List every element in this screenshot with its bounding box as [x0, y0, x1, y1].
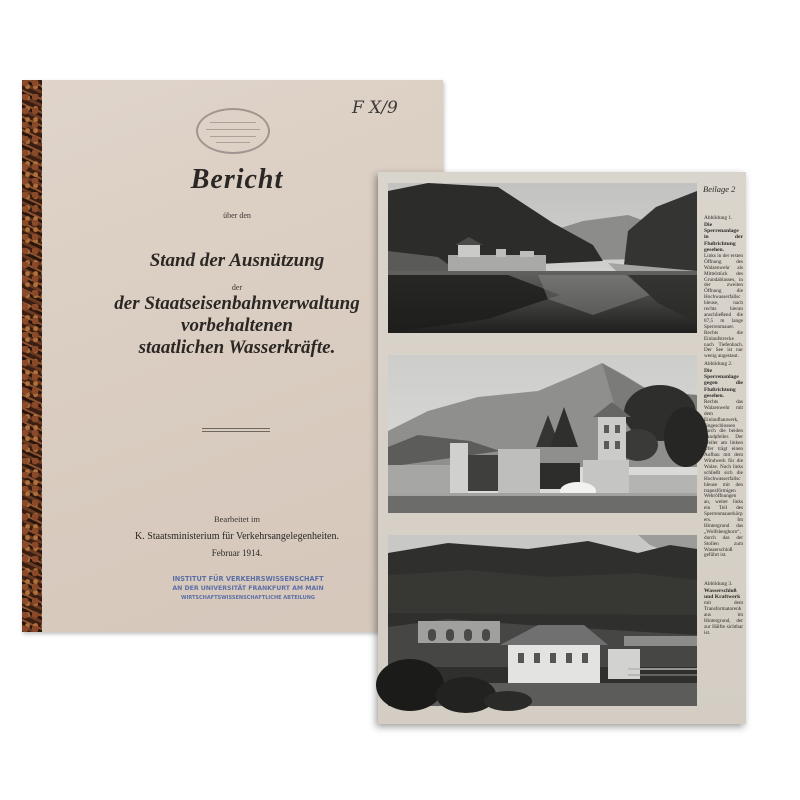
figure-2-caption: Die Sperrenanlage gegen die Flußrichtung gesehen.: [704, 367, 743, 399]
photo-plate-page: [378, 172, 746, 724]
figure-1-caption-block: [704, 215, 743, 360]
cover-line-3: der Staatseisenbahnverwaltung: [114, 293, 360, 314]
figure-1-text: Links in der ersten Öffnung des Walzenwehr als Mittelstück des Grundablasses, in der zweiten Öffnung die Hochwasserfallschleuse, nach rechts hieran anschließend die 87,5 m lange Sperrenmauer. Rechts die Einlaufstrecke nach Tiefenbach. Der See ist nur wenig angestaut.: [704, 252, 743, 360]
cover-line-1: Stand der Ausnützung: [149, 250, 325, 271]
figure-3-caption: Wasserschloß und Kraftwerk: [704, 587, 741, 601]
library-stamp-line-3: WIRTSCHAFTSWISSENSCHAFTLICHE ABTEILUNG: [180, 595, 316, 601]
cover-subline-over: über den: [223, 211, 251, 220]
figure-2-caption-block: [704, 361, 743, 559]
cover-prepared: Bearbeitet im: [213, 514, 261, 524]
cover-title: Bericht: [190, 164, 284, 195]
cover-date: Februar 1914.: [211, 548, 263, 558]
cover-divider: [202, 428, 270, 432]
handwritten-shelfmark: F X/9: [352, 98, 398, 118]
figure-3-number: Abbildung 3.: [704, 581, 733, 587]
cover-line-5: staatlichen Wasserkräfte.: [138, 337, 336, 358]
figure-1-caption: Die Sperrenanlage in der Flußrichtung gesehen.: [704, 221, 743, 253]
marbled-spine: [22, 80, 42, 632]
figure-2-number: Abbildung 2.: [704, 361, 733, 367]
library-stamp-line-1: INSTITUT FÜR VERKEHRSWISSENSCHAFT: [172, 575, 324, 583]
photo-power-station: [388, 535, 697, 706]
plate-label: Beilage 2: [703, 184, 736, 194]
library-stamp-line-2: AN DER UNIVERSITÄT FRANKFURT AM MAIN: [172, 585, 324, 592]
cover-line-2: der: [231, 283, 243, 292]
figure-3-caption-block: [704, 582, 743, 642]
cover-line-4: vorbehaltenen: [181, 315, 293, 336]
figure-1-number: Abbildung 1.: [704, 215, 733, 221]
figure-3-text: mit dem Transformatorenhaus im Hintergrund, der zur Hälfte sichtbar ist.: [704, 600, 743, 636]
photo-dam-downstream-view: [388, 183, 697, 333]
photo-dam-upstream-view: [388, 355, 697, 513]
cover-ministry: K. Staatsministerium für Verkehrsangelegenheiten.: [135, 531, 339, 542]
figure-2-text: Rechts das Walzenwehr mit dem Einlaufbauwerk, eingeschlossen durch die beiden Landpfeiler. Der Pfeiler am linken Ufer trägt einen Aufbau mit dem Windwerk für die Walze. Nach links schließt sich die Hochwasserfallschleuse mit den trapezförmigen Wehröffnungen an, weiter links ein Teil des Sperrenmauerkörpers. Im Hintergrund das „Wolfsberghorn“, durch das der Stollen zum Wasserschloß geführt ist.: [704, 398, 743, 559]
archive-oval-stamp: [196, 108, 270, 154]
